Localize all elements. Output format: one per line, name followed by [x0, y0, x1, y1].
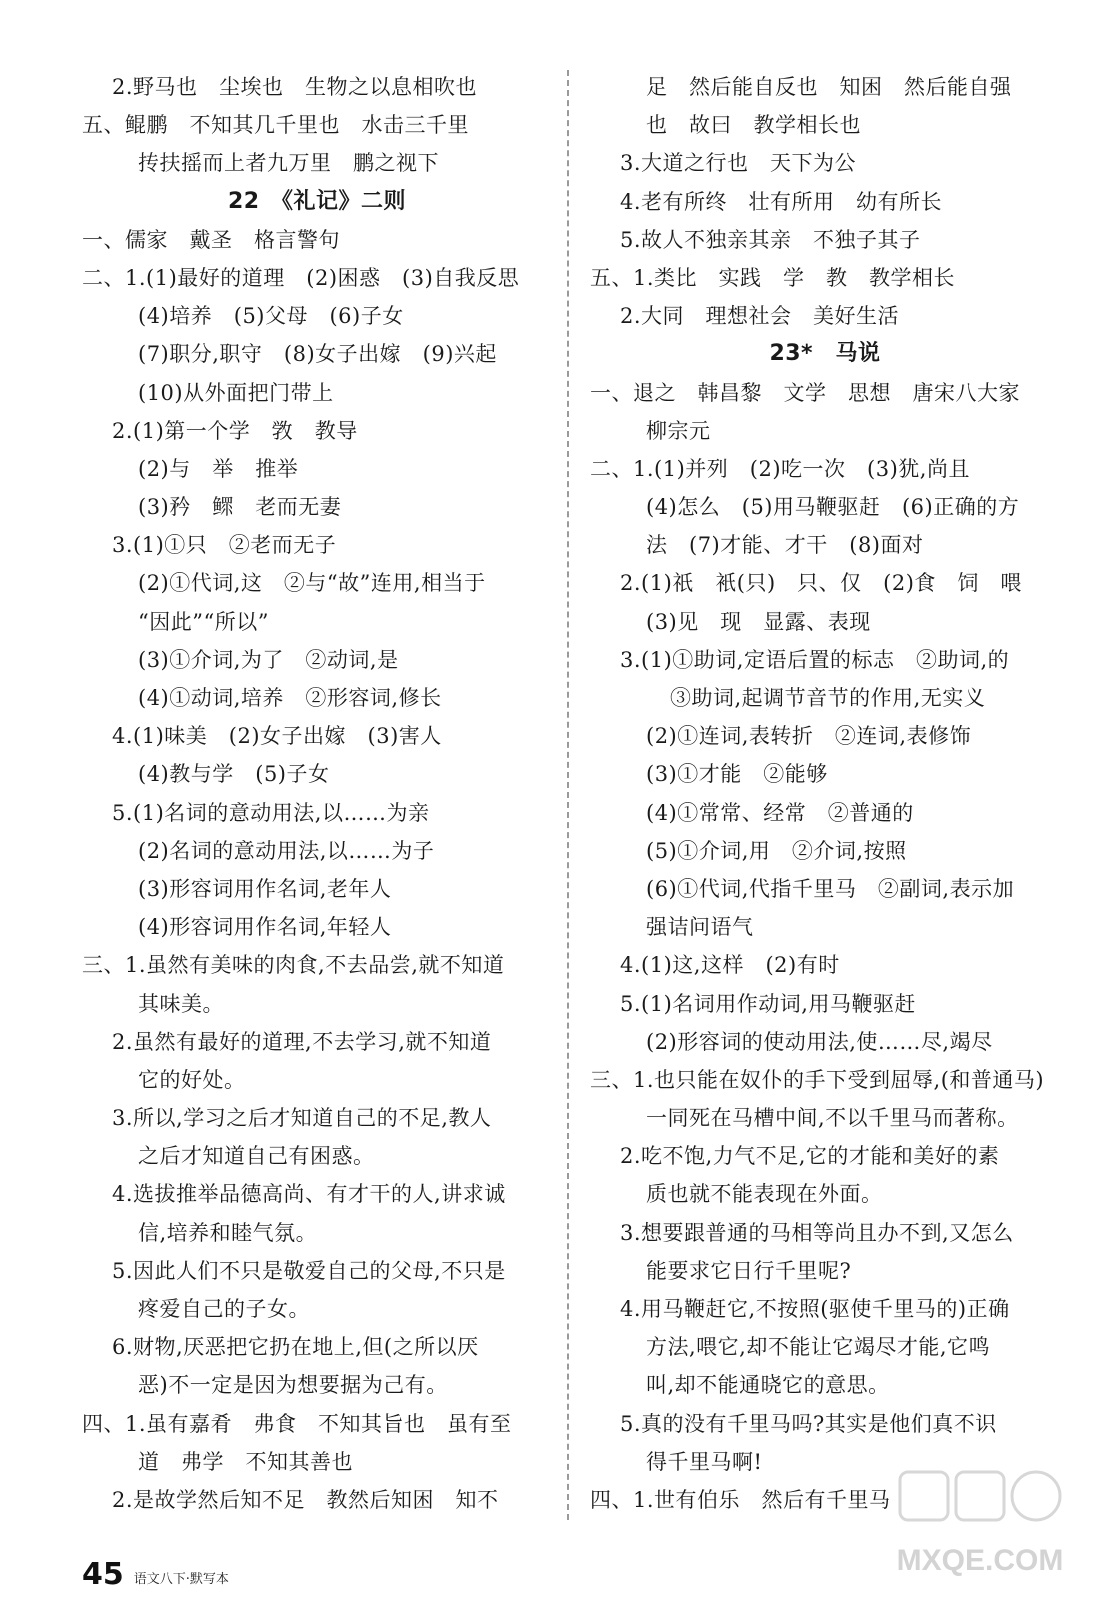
answer-text: 2.虽然有最好的道理,不去学习,就不知道: [112, 1029, 492, 1054]
answer-line: [590, 1328, 1060, 1366]
answer-text: 2.(1)第一个学 敩 教导: [112, 418, 358, 443]
answer-line: [82, 1175, 552, 1213]
answer-text: (5)①介词,用 ②介词,按照: [646, 838, 907, 863]
answer-line: [82, 335, 552, 373]
answer-text: (3)矜 鳏 老而无妻: [138, 495, 342, 520]
answer-text: 叫,却不能通晓它的意思。: [646, 1373, 890, 1398]
answer-text: 三、1.虽然有美味的肉食,不去品尝,就不知道: [82, 953, 505, 978]
answer-text: 3.想要跟普通的马相等尚且办不到,又怎么: [620, 1220, 1014, 1245]
answer-line: [590, 450, 1060, 488]
answer-text: 3.(1)①助词,定语后置的标志 ②助词,的: [620, 647, 1010, 672]
answer-text: (4)教与学 (5)子女: [138, 762, 330, 787]
page-footer: [82, 1556, 229, 1592]
answer-line: [82, 679, 552, 717]
answer-text: 4.老有所终 壮有所用 幼有所长: [620, 189, 943, 214]
answer-line: [590, 794, 1060, 832]
answer-text: (4)①动词,培养 ②形容词,修长: [138, 686, 442, 710]
answer-text: 三、1.也只能在奴仆的手下受到屈辱,(和普通马): [590, 1067, 1045, 1092]
answer-line: [82, 144, 552, 182]
answer-line: [590, 755, 1060, 793]
answer-line: [590, 908, 1060, 946]
answer-text: 4.(1)味美 (2)女子出嫁 (3)害人: [112, 724, 442, 749]
answer-line: [82, 1405, 552, 1443]
column-divider: [567, 70, 569, 1520]
answer-line: [82, 412, 552, 450]
answer-text: 五、1.类比 实践 学 教 教学相长: [590, 265, 956, 290]
answer-text: 4.选拔推举品德高尚、有才干的人,讲求诚: [112, 1182, 506, 1207]
answer-text: 抟扶摇而上者九万里 鹏之视下: [138, 151, 439, 176]
answer-line: [590, 1290, 1060, 1328]
answer-line: [590, 1099, 1060, 1137]
answer-line: [82, 1366, 552, 1404]
answer-line: [590, 106, 1060, 144]
answer-text: 2.大同 理想社会 美好生活: [620, 304, 900, 329]
answer-line: [590, 1252, 1060, 1290]
answer-line: [82, 755, 552, 793]
answer-line: [82, 794, 552, 832]
answer-line: [82, 1214, 552, 1252]
answer-line: [590, 221, 1060, 259]
answer-text: 足 然后能自反也 知困 然后能自强: [646, 75, 1012, 99]
answer-line: [82, 526, 552, 564]
answer-line: [82, 450, 552, 488]
answer-text: 6.财物,厌恶把它扔在地上,但(之所以厌: [112, 1335, 479, 1360]
answer-text: 之后才知道自己有困惑。: [138, 1144, 375, 1169]
answer-line: [82, 1137, 552, 1175]
answer-line: [82, 564, 552, 602]
answer-text: 其味美。: [138, 991, 224, 1016]
answer-text: 4.(1)这,这样 (2)有时: [620, 953, 840, 978]
answer-text: 5.故人不独亲其亲 不独子其子: [620, 227, 921, 252]
answer-text: “因此”“所以”: [138, 609, 269, 634]
answer-text: 四、1.虽有嘉肴 弗食 不知其旨也 虽有至: [82, 1411, 512, 1436]
answer-text: 强诘问语气: [646, 915, 754, 940]
answer-text: 得千里马啊!: [646, 1449, 763, 1474]
answer-text: 恶)不一定是因为想要据为己有。: [138, 1373, 448, 1398]
answer-text: 5.真的没有千里马吗?其实是他们真不识: [620, 1411, 997, 1436]
answer-text: 3.所以,学习之后才知道自己的不足,教人: [112, 1106, 492, 1131]
answer-text: (2)形容词的使动用法,使……尽,竭尽: [646, 1029, 993, 1054]
answer-line: [590, 870, 1060, 908]
answer-line: [590, 183, 1060, 221]
answer-text: (6)①代词,代指千里马 ②副词,表示加: [646, 876, 1015, 901]
answer-text: 一、退之 韩昌黎 文学 思想 唐宋八大家: [590, 380, 1020, 405]
answer-line: [82, 1023, 552, 1061]
answer-line: [82, 985, 552, 1023]
answer-text: 2.(1)祇 衹(只) 只、仅 (2)食 饲 喂: [620, 571, 1022, 596]
answer-line: [82, 297, 552, 335]
answer-line: [590, 1405, 1060, 1443]
answer-line: [82, 1099, 552, 1137]
answer-line: [82, 106, 552, 144]
answer-line: [82, 908, 552, 946]
answer-text: 能要求它日行千里呢?: [646, 1258, 852, 1283]
section-heading: [82, 183, 552, 221]
answer-line: [82, 832, 552, 870]
answer-text: (2)①连词,表转折 ②连词,表修饰: [646, 724, 972, 749]
answer-text: 5.因此人们不只是敬爱自己的父母,不只是: [112, 1258, 506, 1283]
answer-line: [590, 946, 1060, 984]
answer-line: [590, 1061, 1060, 1099]
answer-line: [590, 144, 1060, 182]
answer-line: [590, 374, 1060, 412]
page-number: 45: [82, 1556, 124, 1592]
answer-text: (2)与 举 推举: [138, 456, 299, 481]
answer-text: 一、儒家 戴圣 格言警句: [82, 227, 340, 252]
answer-text: (10)从外面把门带上: [138, 380, 334, 405]
answer-line: [590, 1137, 1060, 1175]
answer-line: [590, 832, 1060, 870]
answer-text: 疼爱自己的子女。: [138, 1297, 310, 1321]
answer-line: [82, 1290, 552, 1328]
answer-line: [82, 1061, 552, 1099]
answer-line: [590, 1175, 1060, 1213]
answer-text: 法 (7)才能、才干 (8)面对: [646, 533, 924, 558]
answer-line: [590, 641, 1060, 679]
answer-line: [590, 488, 1060, 526]
answer-line: [590, 1366, 1060, 1404]
answer-text: 道 弗学 不知其善也: [138, 1449, 353, 1474]
answer-line: [82, 1252, 552, 1290]
answer-text: 2.吃不饱,力气不足,它的才能和美好的素: [620, 1144, 1000, 1169]
answer-text: 五、鲲鹏 不知其几千里也 水击三千里: [82, 113, 469, 138]
answer-text: 方法,喂它,却不能让它竭尽才能,它鸣: [646, 1335, 991, 1360]
answer-text: 22 《礼记》二则: [227, 188, 407, 214]
answer-line: [82, 717, 552, 755]
answer-text: 2.野马也 尘埃也 生物之以息相吹也: [112, 75, 478, 99]
answer-line: [82, 488, 552, 526]
answer-text: 四、1.世有伯乐 然后有千里马: [590, 1487, 891, 1512]
book-subtitle: 语文八下·默写本: [133, 1571, 229, 1587]
answer-line: [82, 641, 552, 679]
answer-text: 4.用马鞭赶它,不按照(驱使千里马的)正确: [620, 1297, 1010, 1321]
answer-text: 5.(1)名词用作动词,用马鞭驱赶: [620, 991, 916, 1016]
answer-text: (4)形容词用作名词,年轻人: [138, 915, 392, 940]
answer-text: ③助词,起调节音节的作用,无实义: [670, 686, 986, 710]
section-heading: [590, 335, 1060, 373]
answer-line: [590, 259, 1060, 297]
answer-text: (4)培养 (5)父母 (6)子女: [138, 304, 404, 329]
answer-line: [590, 679, 1060, 717]
answer-text: (2)①代词,这 ②与“故”连用,相当于: [138, 571, 486, 596]
answer-line: [590, 1214, 1060, 1252]
answer-text: (3)见 现 显露、表现: [646, 609, 871, 634]
answer-line: [82, 1328, 552, 1366]
answer-line: [590, 412, 1060, 450]
answer-line: [82, 259, 552, 297]
answer-line: [82, 603, 552, 641]
answer-line: [590, 985, 1060, 1023]
answer-line: [82, 1481, 552, 1519]
answer-line: [82, 870, 552, 908]
answer-line: [82, 1443, 552, 1481]
answer-line: [590, 297, 1060, 335]
answer-text: (3)①才能 ②能够: [646, 762, 828, 787]
answer-text: 信,培养和睦气氛。: [138, 1220, 318, 1245]
answer-line: [82, 68, 552, 106]
answer-text: 一同死在马槽中间,不以千里马而著称。: [646, 1106, 1019, 1131]
answer-line: [82, 946, 552, 984]
answer-text: 3.大道之行也 天下为公: [620, 151, 857, 176]
answer-line: [590, 564, 1060, 602]
answer-line: [590, 603, 1060, 641]
answer-text: (7)职分,职守 (8)女子出嫁 (9)兴起: [138, 342, 497, 367]
answer-line: [590, 1023, 1060, 1061]
answer-text: 2.是故学然后知不足 教然后知困 知不: [112, 1487, 499, 1512]
answer-line: [82, 374, 552, 412]
answer-text: (4)①常常、经常 ②普通的: [646, 800, 914, 825]
watermark-site-text: MXQE.COM: [896, 1544, 1064, 1577]
answer-text: 它的好处。: [138, 1067, 246, 1092]
right-column: [590, 68, 1060, 1519]
answer-text: (4)怎么 (5)用马鞭驱赶 (6)正确的方: [646, 495, 1020, 520]
answer-text: 质也就不能表现在外面。: [646, 1182, 883, 1207]
answer-line: [82, 221, 552, 259]
answer-text: (3)形容词用作名词,老年人: [138, 876, 392, 901]
answer-line: [590, 717, 1060, 755]
watermark-logo: [890, 1464, 1070, 1588]
left-column: [82, 68, 552, 1519]
answer-text: 23* 马说: [769, 341, 881, 367]
answer-line: [590, 526, 1060, 564]
answer-text: 二、1.(1)最好的道理 (2)困惑 (3)自我反思: [82, 265, 520, 290]
answer-text: (3)①介词,为了 ②动词,是: [138, 647, 399, 672]
answer-line: [590, 68, 1060, 106]
answer-text: 柳宗元: [646, 418, 711, 443]
answer-text: 5.(1)名词的意动用法,以……为亲: [112, 800, 430, 825]
answer-text: 3.(1)①只 ②老而无子: [112, 533, 337, 558]
answer-text: (2)名词的意动用法,以……为子: [138, 838, 435, 863]
answer-text: 二、1.(1)并列 (2)吃一次 (3)犹,尚且: [590, 456, 970, 481]
answer-text: 也 故曰 教学相长也: [646, 113, 861, 138]
